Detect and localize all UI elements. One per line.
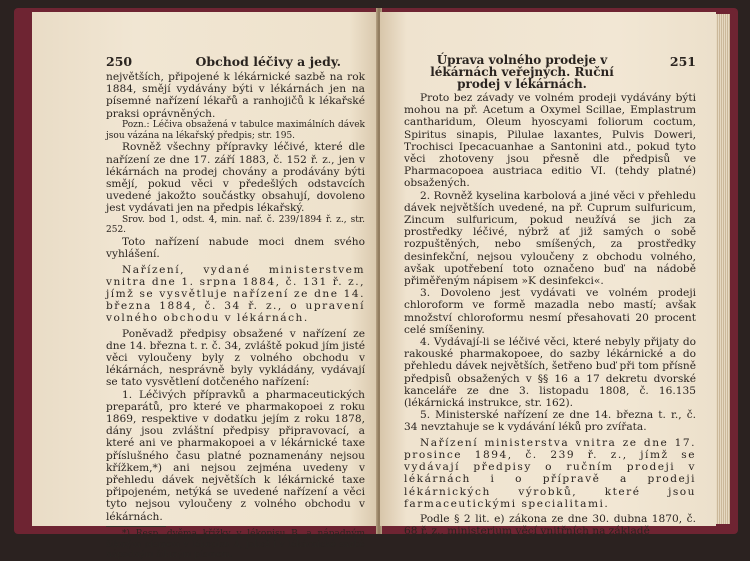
paragraph: 5. Ministerské nařízení ze dne 14. března t. r., č. 34 nevztahuje se k vydávání léků pro zvířata. — [404, 409, 696, 434]
left-page — [32, 12, 377, 561]
decree-heading: Nařízení, vydané ministerstvem vnitra dne 1. srpna 1884, č. 131 ř. z., jímž se vysvětluje nařízení ze dne 14. března 1884, č. 34 ř. z., o upravení volného obchodu v lékárnách. — [106, 263, 365, 325]
reference-paragraph: Srov. bod 1, odst. 4, min. nař. č. 239/1894 ř. z., str. 252. — [106, 214, 365, 236]
paragraph: Poněvadž předpisy obsažené v nařízení ze dne 14. března t. r. č. 34, zvláště pokud jím jisté věci vyloučeny byly z volného obchodu v lékárnách, nesprávně byly vykládány, vydávají se tato vysvětlení dotčeného nařízení: — [106, 327, 365, 389]
note-paragraph: Pozn.: Léčiva obsažená v tabulce maximálních dávek jsou vázána na lékařský předpis; str. 195. — [106, 119, 365, 141]
left-page-header — [106, 54, 365, 69]
running-title: Obchod léčivy a jedy. — [195, 54, 341, 69]
footnote-rule — [106, 526, 166, 527]
paragraph: 1. Léčivých přípravků a pharmaceutických preparátů, pro které ve pharmakopoei z roku 1869, respektive v dodatku jejím z roku 1878, dány jsou zvláštní předpisy připravovací, a které ani ve pharmakopoei a v lékárnické taxe příslušného času platné poznamenány nejsou křížkem,*) ani nejsou zejména uvedeny v přehledu dávek největších k lékárnické taxe připojeném, netýká se uvedené nařízení a věci tyto nejsou vyloučeny z volného obchodu v lékárnách. — [106, 388, 365, 523]
page-edges — [716, 14, 730, 524]
right-page-header — [404, 54, 696, 90]
paragraph: Toto nařízení nabude moci dnem svého vyhlášení. — [106, 236, 365, 261]
open-book — [14, 8, 738, 561]
decree-heading: Nařízení ministerstva vnitra ze dne 17. prosince 1894, č. 239 ř. z., jímž se vydávají předpisy o ručním prodeji v lékárnách i o přípravě a prodeji lékárnických výrobků, které jsou farmaceutickými specialitami. — [404, 436, 696, 510]
footnote: *) Resp. dvěma křížky v lékopisu B, a nápadným šikmým písmem v lékopisu A, jakož i v lékárnické sazbě nápadným šikmým písmem. — [106, 528, 365, 561]
right-page — [380, 12, 716, 538]
running-title: Úprava volného prodeje v lékárnách veřejných. Ruční prodej v lékárnách. — [430, 53, 614, 91]
paragraph: Rovněž všechny přípravky léčivé, které dle nařízení ze dne 17. září 1883, č. 152 ř. z., jen v lékárnách na prodej chovány a prodávány býti smějí, pokud věci v předešlých odstavcích uvedené jakožto součástky obsahují, dovoleno jest vydávati jen na předpis lékařský. — [106, 141, 365, 215]
paragraph: největších, připojené k lékárnické sazbě na rok 1884, smějí vydávány býti v lékárnách jen na písemné nařízení lékařů a ranhojičů k lékařské praksi oprávněných. — [106, 71, 365, 120]
paragraph: 2. Rovněž kyselina karbolová a jiné věci v přehledu dávek největších uvedené, na př. Cuprum sulfuricum, Zincum sulfuricum, pokud neužívá se jich za prostředky léčivé, nýbrž ať již samých o sobě rozpuštěných, nebo smíšených, za prostředky desinfekční, nejsou vyloučeny z obchodu volného, avšak upotřebení toto označeno buď na nádobě přiměřeným nápisem »K desinfekci«. — [404, 189, 696, 288]
paragraph: Podle § 2 lit. e) zákona ze dne 30. dubna 1870, č. 68 ř. z., ministerium věcí vnitřních na základě — [404, 512, 696, 538]
paragraph: Proto bez závady ve volném prodeji vydávány býti mohou na př. Acetum a Oxymel Scillae, Emplastrum cantharidum, Oleum hyoscyami foliorum coctum, Spiritus sinapis, Pilulae laxantes, Pulvis Doweri, Trochisci Ipecacuanhae a Santonini atd., pokud tyto věci zhotoveny jsou přesně dle předpisů ve Pharmacopoea austriaca editio VI. (tehdy platné) obsažených. — [404, 92, 696, 190]
page-number: 251 — [669, 54, 696, 69]
paragraph: 4. Vydávají-li se léčivé věci, které nebyly přijaty do rakouské pharmakopoee, do sazby lékárnické a do přehledu dávek největších, šetřeno buď při tom přísně předpisů obsažených v §§ 16 a 17 dekretu dvorské kanceláře ze dne 3. listopadu 1808, č. 16.135 (lékárnická instrukce, str. 162). — [404, 336, 696, 410]
paragraph: 3. Dovoleno jest vydávati ve volném prodeji chloroform ve formě mazadla nebo mastí; avšak množství chloroformu nesmí přesahovati 20 procent celé smíšeniny. — [404, 287, 696, 336]
page-number: 250 — [106, 54, 133, 69]
